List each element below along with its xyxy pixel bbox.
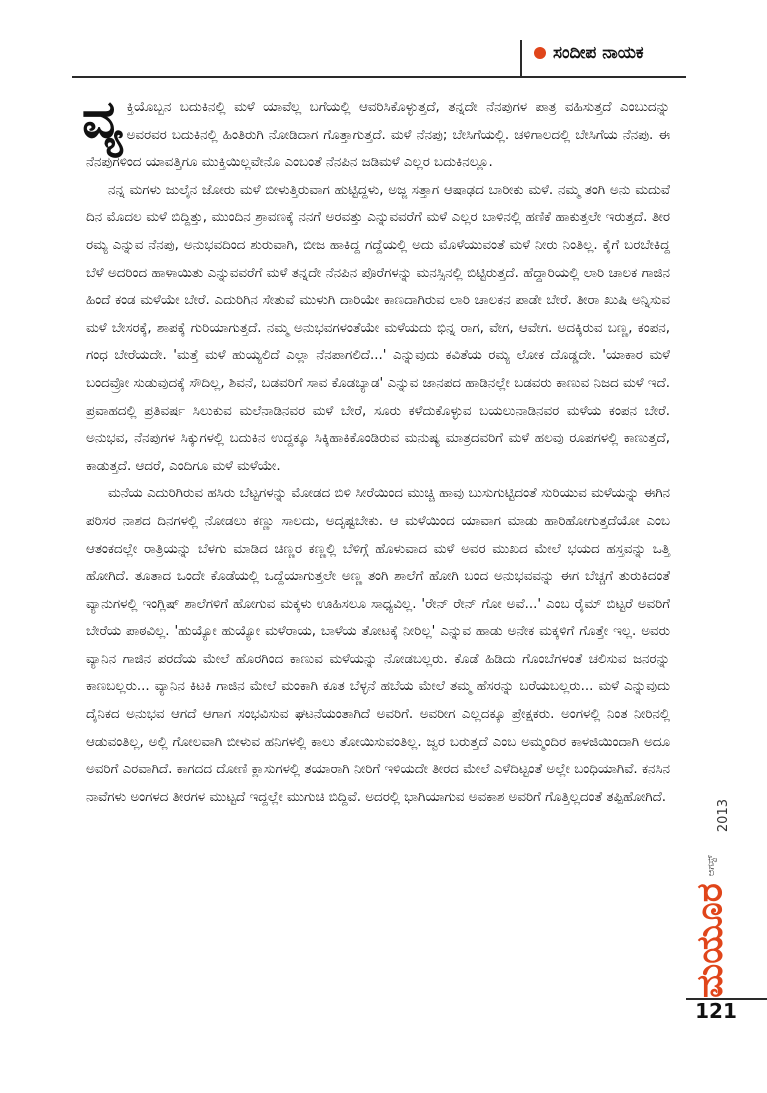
paragraph-2: ನನ್ನ ಮಗಳು ಜುಲೈನ ಜೋರು ಮಳೆ ಬೀಳುತ್ತಿರುವಾಗ ಹುಟ್ಟಿದ್ದಳು, ಅಜ್ಜ ಸತ್ತಾಗ ಆಷಾಢದ ಬಾರೀಕು ಮಳೆ. ನಮ್ಮ ತಂಗಿ ಅನು ಮದುವೆ ದಿನ ಮೊದಲ ಮಳೆ ಬಿದ್ದಿತ್ತು, ಮುಂದಿನ ಶ್ರಾವಣಕ್ಕೆ ನನಗೆ ಅರವತ್ತು ಎನ್ನುವವರೆಗೆ ಮಳೆ ಎಲ್ಲರ ಬಾಳಿನಲ್ಲಿ ಹಣಿಕೆ ಹಾಕುತ್ತಲೇ ಇರುತ್ತದೆ. ತೀರ ರಮ್ಯ ಎನ್ನುವ ನೆನಪು, ಅನುಭವದಿಂದ ಶುರುವಾಗಿ, ಬೀಜ ಹಾಕಿದ್ದ ಗದ್ದೆಯಲ್ಲಿ ಅದು ಮೊಳೆಯುವಂತೆ ಮಳೆ ನೀರು ನಿಂತಿಲ್ಲ. ಕೈಗೆ ಬರಬೇಕಿದ್ದ ಬೆಳೆ ಅದರಿಂದ ಹಾಳಾಯಿತು ಎನ್ನುವವರೆಗೆ ಮಳೆ ತನ್ನದೇ ನೆನಪಿನ ಪೊರೆಗಳನ್ನು ಮನಸ್ಸಿನಲ್ಲಿ ಬಿಟ್ಟಿರುತ್ತದೆ. ಹೆದ್ದಾರಿಯಲ್ಲಿ ಲಾರಿ ಚಾಲಕ ಗಾಜಿನ ಹಿಂದೆ ಕಂಡ ಮಳೆಯೇ ಬೇರೆ. ಎದುರಿಗಿನ ಸೇತುವೆ ಮುಳುಗಿ ದಾರಿಯೇ ಕಾಣದಾಗಿರುವ ಲಾರಿ ಚಾಲಕನ ಪಾಡೇ ಬೇರೆ. ತೀರಾ ಖುಷಿ ಅನ್ನಿಸುವ ಮಳೆ ಬೇಸರಕ್ಕೆ, ಶಾಪಕ್ಕೆ ಗುರಿಯಾಗುತ್ತದೆ. ನಮ್ಮ ಅನುಭವಗಳಂತೆಯೇ ಮಳೆಯದು ಭಿನ್ನ ರಾಗ, ವೇಗ, ಆವೇಗ. ಅದಕ್ಕಿರುವ ಬಣ್ಣ, ಕಂಪನ, ಗಂಧ ಬೇರೆಯದೇ. 'ಮತ್ತೆ ಮಳೆ ಹುಯ್ಯಲಿದೆ ಎಲ್ಲಾ ನೆನಪಾಗಲಿದೆ...' ಎನ್ನುವುದು ಕವಿತೆಯ ರಮ್ಯ ಲೋಕ ದೊಡ್ಡದೇ. 'ಯಾಕಾರ ಮಳೆ ಬಂದವ್ರೋ ಸುಡುವುದಕ್ಕೆ ಸೌದಿಲ್ಲ, ಶಿವನೆ, ಬಡವರಿಗೆ ಸಾವ ಕೊಡಬ್ಯಾಡ' ಎನ್ನುವ ಜಾನಪದ ಹಾಡಿನಲ್ಲೇ ಬಡವರು ಕಾಣುವ ನಿಜದ ಮಳೆ ಇದೆ. ಪ್ರವಾಹದಲ್ಲಿ ಪ್ರತಿವರ್ಷ ಸಿಲುಕುವ ಮಲೆನಾಡಿನವರ ಮಳೆ ಬೇರೆ, ಸೂರು ಕಳೆದುಕೊಳ್ಳುವ ಬಯಲುನಾಡಿನವರ ಮಳೆಯ ಕಂಪನ ಬೇರೆ. ಅನುಭವ, ನೆನಪುಗಳ ಸಿಕ್ಕುಗಳಲ್ಲಿ ಬದುಕಿನ ಉದ್ದಕ್ಕೂ ಸಿಕ್ಕಿಹಾಕಿಕೊಂಡಿರುವ ಮನುಷ್ಯ ಮಾತ್ರದವರಿಗೆ ಮಳೆ ಹಲವು ರೂಪಗಳಲ್ಲಿ ಕಾಣುತ್ತದೆ, ಕಾಡುತ್ತದೆ. ಆದರೆ, ಎಂದಿಗೂ ಮಳೆ ಮಳೆಯೇ. bbox=[86, 182, 670, 474]
paragraph-3: ಮನೆಯ ಎದುರಿಗಿರುವ ಹಸಿರು ಬೆಟ್ಟಗಳನ್ನು ಮೋಡದ ಬಿಳಿ ಸೀರೆಯಿಂದ ಮುಚ್ಚಿ ಹಾವು ಬುಸುಗುಟ್ಟಿದಂತೆ ಸುರಿಯುವ ಮಳೆಯನ್ನು ಈಗಿನ ಪರಿಸರ ನಾಶದ ದಿನಗಳಲ್ಲಿ ನೋಡಲು ಕಣ್ಣು ಸಾಲದು, ಅದೃಷ್ಟಬೇಕು. ಆ ಮಳೆಯಿಂದ ಯಾವಾಗ ಮಾಡು ಹಾರಿಹೋಗುತ್ತದೆಯೋ ಎಂಬ ಆತಂಕದಲ್ಲೇ ರಾತ್ರಿಯನ್ನು ಬೆಳಗು ಮಾಡಿದ ಚಿಣ್ಣರ ಕಣ್ಣಲ್ಲಿ ಬೆಳಿಗ್ಗೆ ಹೊಳುವಾದ ಮಳೆ ಅವರ ಮುಖದ ಮೇಲೆ ಭಯದ ಹಸ್ತವನ್ನು ಒತ್ತಿ ಹೋಗಿದೆ. ತೂತಾದ ಒಂದೇ ಕೊಡೆಯಲ್ಲಿ ಒದ್ದೆಯಾಗುತ್ತಲೇ ಅಣ್ಣ ತಂಗಿ ಶಾಲೆಗೆ ಹೋಗಿ ಬಂದ ಅನುಭವವನ್ನು ಈಗ ಬೆಚ್ಚಗೆ ತುರುಕಿದಂತೆ ವ್ಯಾನುಗಳಲ್ಲಿ ಇಂಗ್ಲಿಷ್ ಶಾಲೆಗಳಿಗೆ ಹೋಗುವ ಮಕ್ಕಳು ಊಹಿಸಲೂ ಸಾಧ್ಯವಿಲ್ಲ. 'ರೇನ್ ರೇನ್ ಗೋ ಅವೆ...' ಎಂಬ ರೈಮ್ ಬಿಟ್ಟರೆ ಅವರಿಗೆ ಬೇರೆಯ ಪಾಠವಿಲ್ಲ. 'ಹುಯ್ಯೋ ಹುಯ್ಯೋ ಮಳೆರಾಯ, ಬಾಳೆಯ ತೋಟಕ್ಕೆ ನೀರಿಲ್ಲ' ಎನ್ನುವ ಹಾಡು ಅನೇಕ ಮಕ್ಕಳಿಗೆ ಗೊತ್ತೇ ಇಲ್ಲ. ಅವರು ವ್ಯಾನಿನ ಗಾಜಿನ ಪರದೆಯ ಮೇಲೆ ಹೊರಗಿಂದ ಕಾಣುವ ಮಳೆಯನ್ನು ನೋಡಬಲ್ಲರು. ಕೊಡೆ ಹಿಡಿದು ಗೊಂಬೆಗಳಂತೆ ಚಲಿಸುವ ಜನರನ್ನು ಕಾಣಬಲ್ಲರು... ವ್ಯಾನಿನ ಕಿಟಕಿ ಗಾಜಿನ ಮೇಲೆ ಮಂಕಾಗಿ ಕೂತ ಬೆಳ್ಳನೆ ಹಬೆಯ ಮೇಲೆ ತಮ್ಮ ಹೆಸರನ್ನು ಬರೆಯಬಲ್ಲರು... ಮಳೆ ಎನ್ನುವುದು ದೈನಿಕದ ಅನುಭವ ಆಗದೆ ಆಗಾಗ ಸಂಭವಿಸುವ ಘಟನೆಯಂತಾಗಿದೆ ಅವರಿಗೆ. ಅವರೀಗ ಎಲ್ಲದಕ್ಕೂ ಪ್ರೇಕ್ಷಕರು. ಅಂಗಳಲ್ಲಿ ನಿಂತ ನೀರಿನಲ್ಲಿ ಆಡುವಂತಿಲ್ಲ, ಅಲ್ಲಿ ಗೋಲವಾಗಿ ಬೀಳುವ ಹನಿಗಳಲ್ಲಿ ಕಾಲು ತೋಯಿಸುವಂತಿಲ್ಲ. ಜ್ವರ ಬರುತ್ತದೆ ಎಂಬ ಅಮ್ಮಂದಿರ ಕಾಳಜಿಯಿಂದಾಗಿ ಅದೂ ಅವರಿಗೆ ಎರವಾಗಿದೆ. ಕಾಗದದ ದೋಣಿ ಕ್ಲಾಸುಗಳಲ್ಲಿ ತಯಾರಾಗಿ ನೀರಿಗೆ ಇಳಿಯದೇ ತೀರದ ಮೇಲೆ ಎಳೆದಿಟ್ಟಂತೆ ಅಲ್ಲೇ ಬಂಧಿಯಾಗಿವೆ. ಕನಸಿನ ನಾವೆಗಳು ಅಂಗಳದ ತೀರಗಳ ಮುಟ್ಟದೆ ಇದ್ದಲ್ಲೇ ಮುಗುಚಿ ಬಿದ್ದಿವೆ. ಅದರಲ್ಲಿ ಭಾಗಿಯಾಗುವ ಅವಕಾಶ ಅವರಿಗೆ ಗೊತ್ತಿಲ್ಲದಂತೆ ತಪ್ಪಿಹೋಗಿದೆ. bbox=[86, 486, 670, 805]
author-byline bbox=[534, 40, 644, 66]
page-number: 121 bbox=[695, 999, 737, 1023]
issue-year: 2013 bbox=[716, 799, 731, 833]
paragraph-1-text: ಕ್ತಿಯೊಬ್ಬನ ಬದುಕಿನಲ್ಲಿ ಮಳೆ ಯಾವೆಲ್ಲ ಬಗೆಯಲ್ಲಿ ಆವರಿಸಿಕೊಳ್ಳುತ್ತದೆ, ತನ್ನದೇ ನೆನಪುಗಳ ಪಾತ್ರ ವಹಿಸುತ್ತದೆ ಎಂಬುದನ್ನು ಅವರವರ ಬದುಕಿನಲ್ಲಿ ಹಿಂತಿರುಗಿ ನೋಡಿದಾಗ ಗೊತ್ತಾಗುತ್ತದೆ. ಮಳೆ ನೆನಪು; ಬೇಸಿಗೆಯಲ್ಲಿ. ಚಳಿಗಾಲದಲ್ಲಿ ಬೇಸಿಗೆಯ ನೆನಪು. ಈ ನೆನಪುಗಳಿಂದ ಯಾವತ್ತಿಗೂ ಮುಕ್ತಿಯಿಲ್ಲವೇನೊ ಎಂಬಂತೆ ನೆನಪಿನ ಜಡಿಮಳೆ ಎಲ್ಲರ ಬದುಕಿನಲ್ಲೂ. bbox=[86, 100, 670, 171]
magazine-sidebar bbox=[686, 795, 766, 999]
article-body bbox=[82, 89, 670, 811]
dropcap: ವ್ಯ bbox=[82, 89, 123, 150]
bullet-icon bbox=[534, 47, 546, 59]
author-name: ಸಂದೀಪ ನಾಯಕ bbox=[553, 43, 644, 63]
header-side-rule bbox=[520, 40, 522, 78]
magazine-logo: ಮಯೂರ bbox=[689, 883, 731, 999]
issue-month: ಆಗಸ್ಟ್ bbox=[706, 855, 717, 877]
paragraph-1 bbox=[82, 89, 670, 177]
header-top-rule bbox=[72, 76, 686, 78]
